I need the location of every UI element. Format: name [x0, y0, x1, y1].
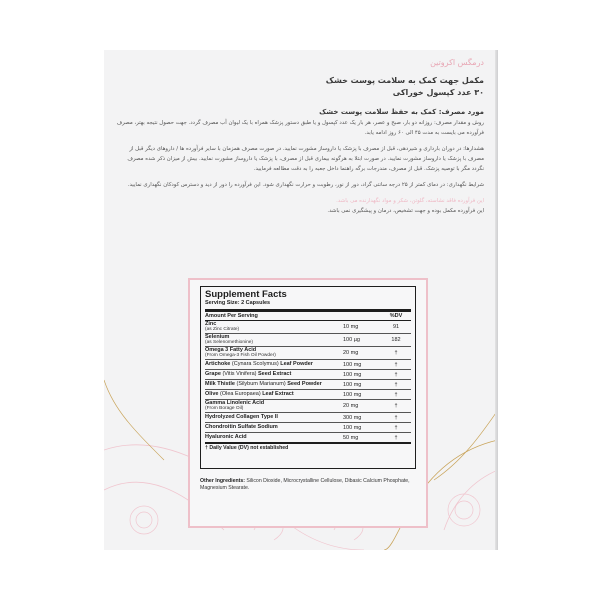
ingredient-amount: 100 mg: [343, 371, 362, 378]
persian-label: [116, 58, 484, 216]
ingredient-dv: †: [394, 434, 398, 441]
ingredient-amount: 100 mg: [343, 361, 362, 368]
ingredient-name: [205, 434, 341, 441]
other-ingredients: [200, 478, 418, 492]
other-ingredients-label: Other Ingredients:: [200, 478, 245, 484]
ingredient-amount: 100 mg: [343, 391, 362, 398]
ingredient-dv: †: [394, 403, 398, 409]
facts-row: [205, 400, 411, 413]
ingredient-name: [205, 361, 341, 368]
ingredient-name: [205, 381, 341, 388]
brand-name: درمگس اکروتین: [430, 58, 484, 67]
ingredient-source: (as Selenomethionine): [205, 340, 253, 346]
ingredient-part: Leaf Extract: [262, 391, 294, 398]
ingredient-dv: †: [394, 391, 398, 398]
ingredient-label: Hyaluronic Acid: [205, 434, 247, 441]
supplement-facts-table: [200, 286, 416, 469]
ingredient-name: [205, 347, 341, 360]
ingredient-dv: 91: [392, 324, 400, 330]
ingredient-latin: (Cynara Scolymus): [231, 361, 279, 368]
ingredient-source: (as Zinc Citrate): [205, 327, 240, 333]
ingredient-dv: †: [394, 361, 398, 368]
ingredient-label: Selenium: [205, 333, 230, 340]
facts-title: Supplement Facts: [205, 289, 287, 300]
dv-header: %DV: [389, 313, 403, 319]
ingredient-latin: (Vitis Vinifera): [222, 371, 257, 378]
facts-row: [205, 413, 411, 423]
facts-rows: [205, 321, 411, 443]
ingredient-name: [205, 391, 341, 398]
ingredient-amount: 100 mg: [343, 424, 362, 431]
ingredient-dv: 182: [391, 337, 401, 343]
ingredient-label: Artichoke: [205, 361, 231, 368]
ingredient-amount: 50 mg: [343, 434, 359, 441]
ingredient-amount: 100 mg: [343, 381, 362, 388]
amount-header: Amount Per Serving: [205, 313, 258, 319]
ingredient-part: Leaf Powder: [280, 361, 313, 368]
ingredient-name: [205, 371, 341, 378]
product-quantity: ۳۰ عدد کپسول خوراکی: [392, 88, 484, 97]
ingredient-label: Zinc: [205, 320, 217, 327]
ingredient-name: [205, 424, 341, 431]
facts-row: [205, 390, 411, 400]
facts-row: [205, 347, 411, 360]
ingredient-part: Seed Powder: [287, 381, 322, 388]
ingredient-amount: 20 mg: [343, 350, 359, 356]
warnings-text: هشدارها: در دوران بارداری و شیردهی، قبل از مصرف با پزشک یا داروساز مشورت نمایید. در صورت مصرف همزمان با سایر فرآورده ها / داروهای دیگر قبل از مصرف با پزشک یا داروساز مشورت نمایید. در صورت ابتلا به هرگونه بیماری قبل از مصرف، با پزشک یا داروساز مشورت نمایید. بیش از میزان ذکر شده مصرف نگردد مگر با توصیه پزشک. قبل از مصرف، مندرجات برگه راهنما داخل جعبه را به دقت مطالعه فرمایید.: [127, 146, 484, 172]
facts-row: [205, 423, 411, 433]
facts-panel: [188, 278, 428, 528]
storage-text: شرایط نگهداری: در دمای کمتر از ۲۵ درجه سانتی گراد، دور از نور، رطوبت و حرارت نگهداری شود. این فرآورده را دور از دید و دسترس کودکان نگهداری نمایید.: [127, 182, 484, 188]
disclaimer-text: این فرآورده مکمل بوده و جهت تشخیص، درمان و پیشگیری نمی باشد.: [327, 208, 484, 214]
product-title: مکمل جهت کمک به سلامت پوست خشک: [325, 76, 484, 85]
facts-row: [205, 380, 411, 390]
facts-row: [205, 370, 411, 380]
ingredient-part: Seed Extract: [258, 371, 292, 378]
ingredient-label: Olive: [205, 391, 219, 398]
ingredient-amount: 100 µg: [343, 337, 360, 343]
product-box: [104, 50, 498, 550]
facts-row: [205, 321, 411, 334]
dv-footnote: † Daily Value (DV) not established: [205, 442, 411, 452]
ingredient-amount: 20 mg: [343, 403, 359, 409]
usage-heading: مورد مصرف: کمک به حفظ سلامت پوست خشک: [319, 108, 484, 116]
ingredient-name: [205, 321, 341, 334]
ingredient-dv: †: [394, 381, 398, 388]
ingredient-source: (From Borage Oil): [205, 406, 244, 412]
ingredient-name: [205, 414, 341, 421]
other-ingredients-text: Silicon Dioxide, Microcrystalline Cellulose, Dibasic Calcium Phosphate, Magnesium Stearate.: [200, 478, 410, 491]
ingredient-amount: 300 mg: [343, 414, 362, 421]
ingredient-source: (From Omega-3 Fish Oil Powder): [205, 353, 276, 359]
ingredient-latin: (Silybum Marianum): [236, 381, 286, 388]
ingredient-label: Hydrolyzed Collagen Type II: [205, 414, 278, 421]
ingredient-latin: (Olea Europaea): [219, 391, 261, 398]
free-of-note: این فرآورده فاقد نشاسته، گلوتن، شکر و مواد نگهدارنده می باشد.: [336, 198, 484, 204]
box-edge: [495, 50, 498, 550]
dosage-text: روش و مقدار مصرف: روزانه دو بار، صبح و عصر، هر بار یک عدد کپسول و یا طبق دستور پزشک همراه با یک لیوان آب مصرف گردد. جهت حصول نتیجه بهتر، مصرف فرآورده می بایست به مدت ۴۵ الی ۶۰ روز ادامه یابد.: [116, 120, 484, 136]
facts-row: [205, 334, 411, 347]
ingredient-dv: †: [394, 371, 398, 378]
ingredient-label: Chondroitin Sulfate Sodium: [205, 424, 278, 431]
ingredient-amount: 10 mg: [343, 324, 359, 330]
ingredient-label: Gamma Linolenic Acid: [205, 399, 265, 406]
ingredient-label: Omega 3 Fatty Acid: [205, 346, 257, 353]
ingredient-name: [205, 400, 341, 413]
ingredient-label: Milk Thistle: [205, 381, 235, 388]
ingredient-label: Grape: [205, 371, 221, 378]
ingredient-dv: †: [394, 414, 398, 421]
facts-row: [205, 360, 411, 370]
serving-size: Serving Size: 2 Capsules: [205, 300, 411, 312]
ingredient-dv: †: [394, 350, 398, 356]
ingredient-dv: †: [394, 424, 398, 431]
ingredient-name: [205, 334, 341, 347]
